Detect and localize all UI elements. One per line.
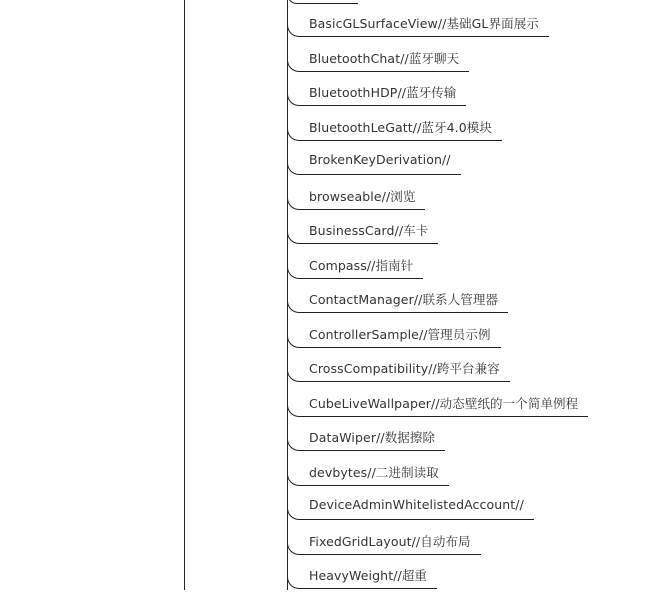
node-underline <box>299 174 461 175</box>
trunk-line <box>184 0 185 590</box>
node-connector <box>287 317 299 348</box>
node-connector <box>287 282 299 313</box>
node-underline <box>299 312 508 313</box>
node-underline <box>299 243 438 244</box>
node-label: BluetoothChat//蓝牙聊天 <box>309 50 460 66</box>
node-label: ContactManager//联系人管理器 <box>309 292 499 307</box>
node-underline <box>299 519 534 520</box>
node-label: DataWiper//数据擦除 <box>309 430 436 445</box>
node-label: browseable//浏览 <box>309 188 416 204</box>
node-connector <box>287 524 299 555</box>
node-underline <box>299 209 425 210</box>
node-connector <box>287 489 299 520</box>
node-underline <box>299 485 449 486</box>
node-connector <box>287 144 299 175</box>
node-label: devbytes//二进制读取 <box>309 464 439 480</box>
node-label: DeviceAdminWhitelistedAccount// <box>309 497 524 512</box>
node-connector <box>287 420 299 451</box>
node-underline <box>299 381 510 382</box>
node-underline <box>299 36 549 37</box>
previous-node-stub <box>288 0 358 4</box>
node-label: ControllerSample//管理员示例 <box>309 326 491 342</box>
node-underline <box>299 105 466 106</box>
node-label: Compass//指南针 <box>309 257 414 273</box>
node-connector <box>287 351 299 382</box>
node-label: BusinessCard//车卡 <box>309 223 429 238</box>
node-underline <box>299 416 588 417</box>
node-connector <box>287 110 299 141</box>
node-label: BluetoothLeGatt//蓝牙4.0模块 <box>309 119 492 135</box>
node-connector <box>287 558 299 589</box>
node-label: FixedGridLayout//自动布局 <box>309 533 471 549</box>
stub-connector <box>287 0 299 4</box>
node-label: BrokenKeyDerivation// <box>309 152 451 167</box>
node-connector <box>287 455 299 486</box>
node-underline <box>299 450 445 451</box>
node-connector <box>287 213 299 244</box>
node-label: CubeLiveWallpaper//动态壁纸的一个简单例程 <box>309 395 579 411</box>
node-connector <box>287 248 299 279</box>
node-underline <box>299 278 423 279</box>
node-connector <box>287 75 299 106</box>
stub-underline <box>299 3 358 4</box>
node-label: CrossCompatibility//跨平台兼容 <box>309 361 500 376</box>
node-underline <box>299 71 469 72</box>
node-label: BluetoothHDP//蓝牙传输 <box>309 85 457 100</box>
node-connector <box>287 179 299 210</box>
node-connector <box>287 41 299 72</box>
node-label: BasicGLSurfaceView//基础GL界面展示 <box>309 16 539 31</box>
node-underline <box>299 554 481 555</box>
node-underline <box>299 588 437 589</box>
node-underline <box>299 140 502 141</box>
node-label: HeavyWeight//超重 <box>309 568 428 583</box>
node-connector <box>287 6 299 37</box>
node-connector <box>287 386 299 417</box>
node-underline <box>299 347 501 348</box>
